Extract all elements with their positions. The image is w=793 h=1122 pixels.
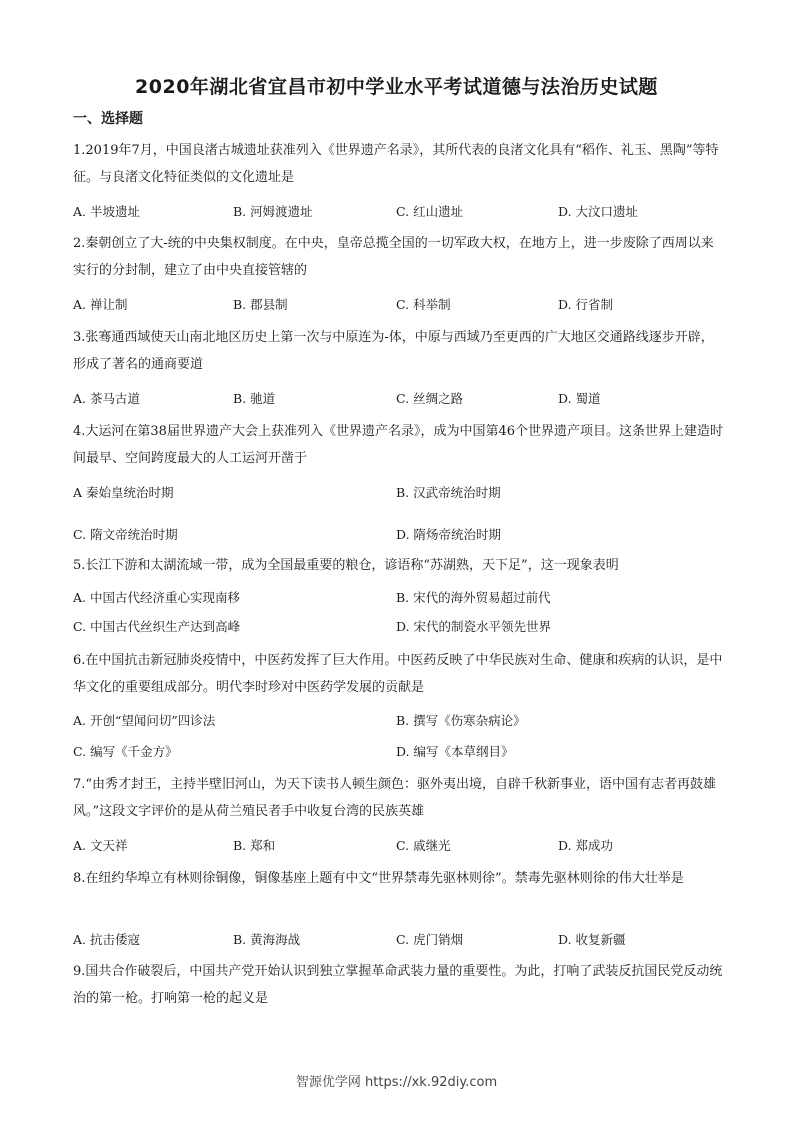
question-6-option-b: B. 撰写《伤寒杂病论》 bbox=[396, 713, 526, 728]
question-4-option-d: D. 隋炀帝统治时期 bbox=[396, 527, 502, 542]
question-1-option-d: D. 大汶口遗址 bbox=[558, 204, 639, 219]
question-4-option-b: B. 汉武帝统治时期 bbox=[396, 485, 501, 500]
question-5-option-b: B. 宋代的海外贸易超过前代 bbox=[396, 590, 551, 605]
question-3-option-c: C. 丝绸之路 bbox=[396, 391, 464, 406]
question-3-option-d: D. 蜀道 bbox=[558, 391, 601, 406]
question-3-option-b: B. 驰道 bbox=[233, 391, 276, 406]
question-7-text: 7.“由秀才封王，主持半壁旧河山，为天下读书人顿生颜色：驱外夷出境，自辟千秋新事业，语中国有志者再鼓雄风。”这段文字评价的是从荷兰殖民者手中收复台湾的民族英雄 bbox=[73, 777, 717, 819]
question-6-option-c: C. 编写《千金方》 bbox=[73, 744, 178, 759]
question-3-text: 3.张骞通西域使天山南北地区历史上第一次与中原连为-体，中原与西域乃至更西的广大地区交通路线逐步开辟，形成了著名的通商要道 bbox=[73, 330, 714, 372]
question-7-option-d: D. 郑成功 bbox=[558, 838, 614, 853]
question-5-option-d: D. 宋代的制瓷水平领先世界 bbox=[396, 619, 552, 634]
question-1-option-a: A. 半坡遗址 bbox=[73, 204, 140, 219]
question-8-option-b: B. 黄海海战 bbox=[233, 932, 301, 947]
question-5-text: 5.长江下游和太湖流域一带，成为全国最重要的粮仓，谚语称“苏湖熟，天下足”，这一现象表明 bbox=[73, 558, 619, 573]
question-1-option-b: B. 河姆渡遗址 bbox=[233, 204, 313, 219]
question-2-option-d: D. 行省制 bbox=[558, 297, 614, 312]
question-2-option-b: B. 郡县制 bbox=[233, 297, 288, 312]
question-4-text: 4.大运河在第38届世界遗产大会上获准列入《世界遗产名录》，成为中国第46个世界遗产项目。这条世界上建造时间最早、空间跨度最大的人工运河开凿于 bbox=[73, 424, 723, 466]
question-3-option-a: A. 茶马古道 bbox=[73, 391, 140, 406]
question-4-option-a: A 秦始皇统治时期 bbox=[73, 485, 174, 500]
question-8-option-a: A. 抗击倭寇 bbox=[73, 932, 140, 947]
question-8-option-d: D. 收复新疆 bbox=[558, 932, 626, 947]
question-7-option-a: A. 文天祥 bbox=[73, 838, 128, 853]
footer-watermark: 智源优学网 https://xk.92diy.com bbox=[295, 1075, 498, 1090]
question-9-text: 9.国共合作破裂后，中国共产党开始认识到独立掌握革命武装力量的重要性。为此，打响了武装反抗国民党反动统治的第一枪。打响第一枪的起义是 bbox=[73, 964, 723, 1006]
question-5-option-a: A. 中国古代经济重心实现南移 bbox=[73, 590, 240, 605]
page-title: 2020年湖北省宜昌市初中学业水平考试道德与法治历史试题 bbox=[135, 76, 658, 98]
question-2-option-a: A. 禅让制 bbox=[73, 297, 128, 312]
question-6-option-a: A. 开创“望闻问切”四诊法 bbox=[73, 713, 216, 728]
question-1-option-c: C. 红山遗址 bbox=[396, 204, 464, 219]
question-1-text: 1.2019年7月，中国良渚古城遗址获准列入《世界遗产名录》，其所代表的良渚文化具有“稻作、礼玉、黑陶”等特征。与良渚文化特征类似的文化遗址是 bbox=[73, 143, 719, 185]
question-8-text: 8.在纽约华埠立有林则徐铜像，铜像基座上题有中文“世界禁毒先驱林则徐”。禁毒先驱林则徐的伟大壮举是 bbox=[73, 871, 684, 886]
question-8-option-c: C. 虎门销烟 bbox=[396, 932, 464, 947]
question-6-text: 6.在中国抗击新冠肺炎疫情中，中医药发挥了巨大作用。中医药反映了中华民族对生命、健康和疾病的认识，是中华文化的重要组成部分。明代李时珍对中医药学发展的贡献是 bbox=[73, 653, 723, 695]
question-2-option-c: C. 科举制 bbox=[396, 297, 451, 312]
question-2-text: 2.秦朝创立了大-统的中央集权制度。在中央，皇帝总揽全国的一切军政大权，在地方上，进一步废除了西周以来实行的分封制，建立了由中央直接管辖的 bbox=[73, 236, 714, 278]
question-7-option-b: B. 郑和 bbox=[233, 838, 276, 853]
question-7-option-c: C. 戚继光 bbox=[396, 838, 451, 853]
section-heading: 一、选择题 bbox=[73, 111, 143, 127]
question-4-option-c: C. 隋文帝统治时期 bbox=[73, 527, 178, 542]
question-6-option-d: D. 编写《本草纲目》 bbox=[396, 744, 514, 759]
question-5-option-c: C. 中国古代丝织生产达到高峰 bbox=[73, 619, 241, 634]
